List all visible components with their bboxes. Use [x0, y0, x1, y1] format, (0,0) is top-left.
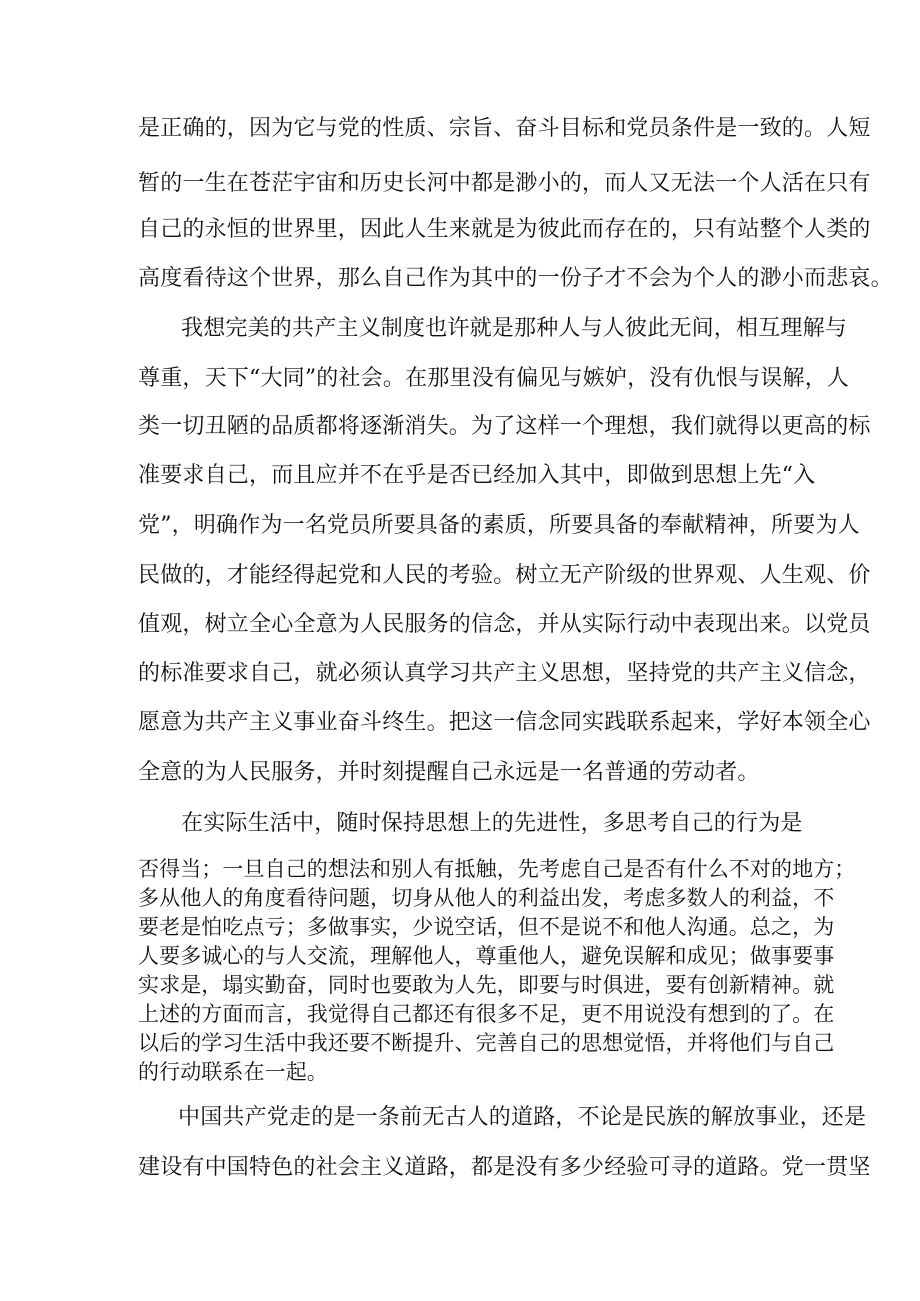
text-line: 准要求自己，而且应并不在乎是否已经加入其中，即做到思想上先“入 — [138, 463, 816, 488]
text-line: 是正确的，因为它与党的性质、宗旨、奋斗目标和党员条件是一致的。人短 — [138, 116, 871, 141]
text-line: 民做的，才能经得起党和人民的考验。树立无产阶级的世界观、人生观、价 — [138, 563, 871, 588]
text-line: 全意的为人民服务，并时刻提醒自己永远是一名普通的劳动者。 — [138, 760, 760, 785]
text-line: 愿意为共产主义事业奋斗终生。把这一信念同实践联系起来，学好本领全心 — [138, 710, 871, 735]
text-line: 多从他人的角度看待问题，切身从他人的利益出发，考虑多数人的利益，不 — [138, 886, 835, 910]
text-line: 的标准要求自己，就必须认真学习共产主义思想，坚持党的共产主义信念， — [138, 661, 871, 686]
text-line: 党”，明确作为一名党员所要具备的素质，所要具备的奉献精神，所要为人 — [138, 513, 860, 538]
text-line: 暂的一生在苍茫宇宙和历史长河中都是渺小的，而人又无法一个人活在只有 — [138, 171, 871, 196]
text-line: 要老是怕吃点亏；多做事实，少说空话，但不是说不和他人沟通。总之，为 — [138, 915, 835, 939]
text-line: 建设有中国特色的社会主义道路，都是没有多少经验可寻的道路。党一贯坚 — [138, 1155, 871, 1180]
text-line: 尊重，天下“大同”的社会。在那里没有偏见与嫉妒，没有仇恨与误解，人 — [138, 366, 850, 391]
text-line: 在实际生活中，随时保持思想上的先进性，多思考自己的行为是 — [181, 811, 803, 836]
text-line: 实求是，塌实勤奋，同时也要敢为人先，即要与时俱进，要有创新精神。就 — [138, 973, 835, 997]
text-line: 我想完美的共产主义制度也许就是那种人与人彼此无间，相互理解与 — [181, 316, 848, 341]
text-line: 否得当；一旦自己的想法和别人有抵触，先考虑自己是否有什么不对的地方； — [138, 857, 856, 881]
text-line: 中国共产党走的是一条前无古人的道路，不论是民族的解放事业，还是 — [178, 1105, 867, 1130]
text-line: 值观，树立全心全意为人民服务的信念，并从实际行动中表现出来。以党员 — [138, 612, 871, 637]
text-line: 的行动联系在一起。 — [138, 1060, 328, 1084]
text-line: 自己的永恒的世界里，因此人生来就是为彼此而存在的，只有站整个人类的 — [138, 217, 871, 242]
text-line: 类一切丑陋的品质都将逐渐消失。为了这样一个理想，我们就得以更高的标 — [138, 414, 871, 439]
text-line: 高度看待这个世界，那么自己作为其中的一份子才不会为个人的渺小而悲哀。 — [138, 266, 893, 291]
text-line: 上述的方面而言，我觉得自己都还有很多不足，更不用说没有想到的了。在 — [138, 1002, 835, 1026]
text-line: 以后的学习生活中我还要不断提升、完善自己的思想觉悟，并将他们与自己 — [138, 1031, 835, 1055]
text-line: 人要多诚心的与人交流，理解他人，尊重他人，避免误解和成见；做事要事 — [138, 944, 835, 968]
